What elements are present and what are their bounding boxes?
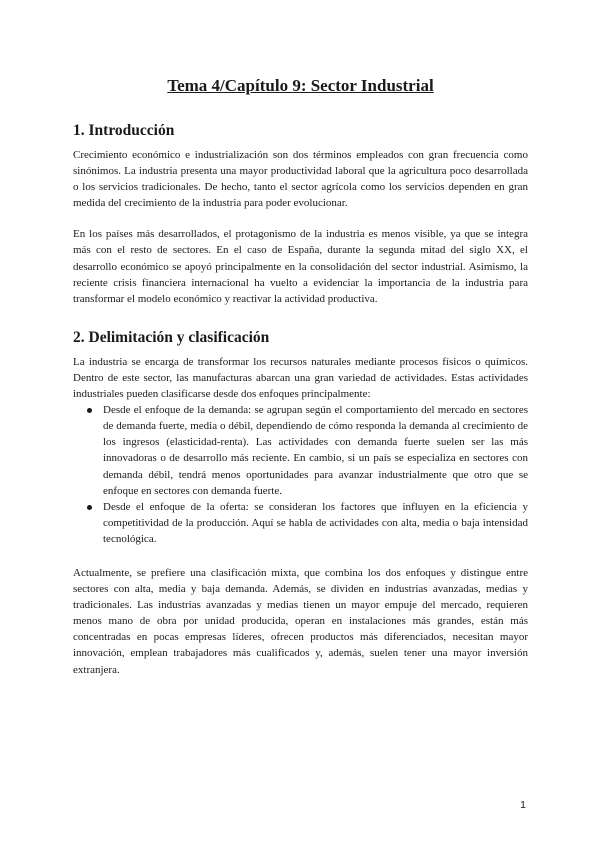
document-page	[73, 70, 528, 678]
section-heading: 1. Introducción	[73, 122, 175, 139]
paragraph: La industria se encarga de transformar los recursos naturales mediante procesos físicos o químicos. Dentro de este sector, las manufacturas abarcan una gran variedad de actividades. Estas actividades industriales pueden clasificarse desde dos enfoques principalmente:	[73, 355, 528, 401]
document-title: Tema 4/Capítulo 9: Sector Industrial	[167, 76, 434, 95]
page-number: 1	[520, 799, 526, 811]
list-item-text: Desde el enfoque de la demanda: se agrupan según el comportamiento del mercado en sectores de demanda fuerte, media o débil, dependiendo de cómo responda la demanda al crecimiento de los ingresos (elasticidad-renta). Las actividades con demanda fuerte suelen ser las más innovadoras o de desarrollo más reciente. En cambio, si un país se especializa en sectores con demanda débil, tendrá menos oportunidades para avanzar industrialmente que otro que se enfoque en sectores con demanda fuerte.	[103, 404, 528, 497]
list-item	[103, 499, 528, 547]
paragraph: Crecimiento económico e industrialización son dos términos empleados con gran frecuencia como sinónimos. La industria presenta una mayor productividad laboral que la agricultura poco desarrollada o los servicios tradicionales. De hecho, tanto el sector agrícola como los servicios dependen en gran medida del crecimiento de la industria para poder evolucionar.	[73, 149, 528, 210]
paragraph: En los países más desarrollados, el protagonismo de la industria es menos visible, ya que se integra más con el resto de sectores. En el caso de España, durante la segunda mitad del siglo XX, el desarrollo económico se apoyó principalmente en la consolidación del sector industrial. Asimismo, la reciente crisis financiera internacional ha vuelto a evidenciar la importancia de la industria para transformar el modelo económico y reactivar la actividad productiva.	[73, 228, 528, 305]
section-heading: 2. Delimitación y clasificación	[73, 328, 270, 346]
bullet-icon	[87, 505, 92, 510]
list-item	[103, 402, 528, 499]
bullet-list	[73, 402, 528, 547]
paragraph: Actualmente, se prefiere una clasificación mixta, que combina los dos enfoques y distingue entre sectores con alta, media y baja demanda. Además, se dividen en industrias avanzadas, medias y tradicionales. Las industrias avanzadas y medias tienen un mayor empuje del mercado, requieren menos mano de obra por unidad producida, operan en instalaciones más grandes, están más concentradas en pocas empresas líderes, ofrecen productos más diferenciados, necesitan mayor innovación, emplean trabajadores más cualificados y, además, suelen tener una mayor inversión extranjera.	[73, 566, 528, 676]
bullet-icon	[87, 408, 92, 413]
section-delimitacion	[73, 329, 528, 678]
section-introduccion	[73, 122, 528, 307]
list-item-text: Desde el enfoque de la oferta: se consideran los factores que influyen en la eficiencia y competitividad de la producción. Aquí se habla de actividades con alta, media o baja intensidad tecnológica.	[103, 500, 528, 545]
